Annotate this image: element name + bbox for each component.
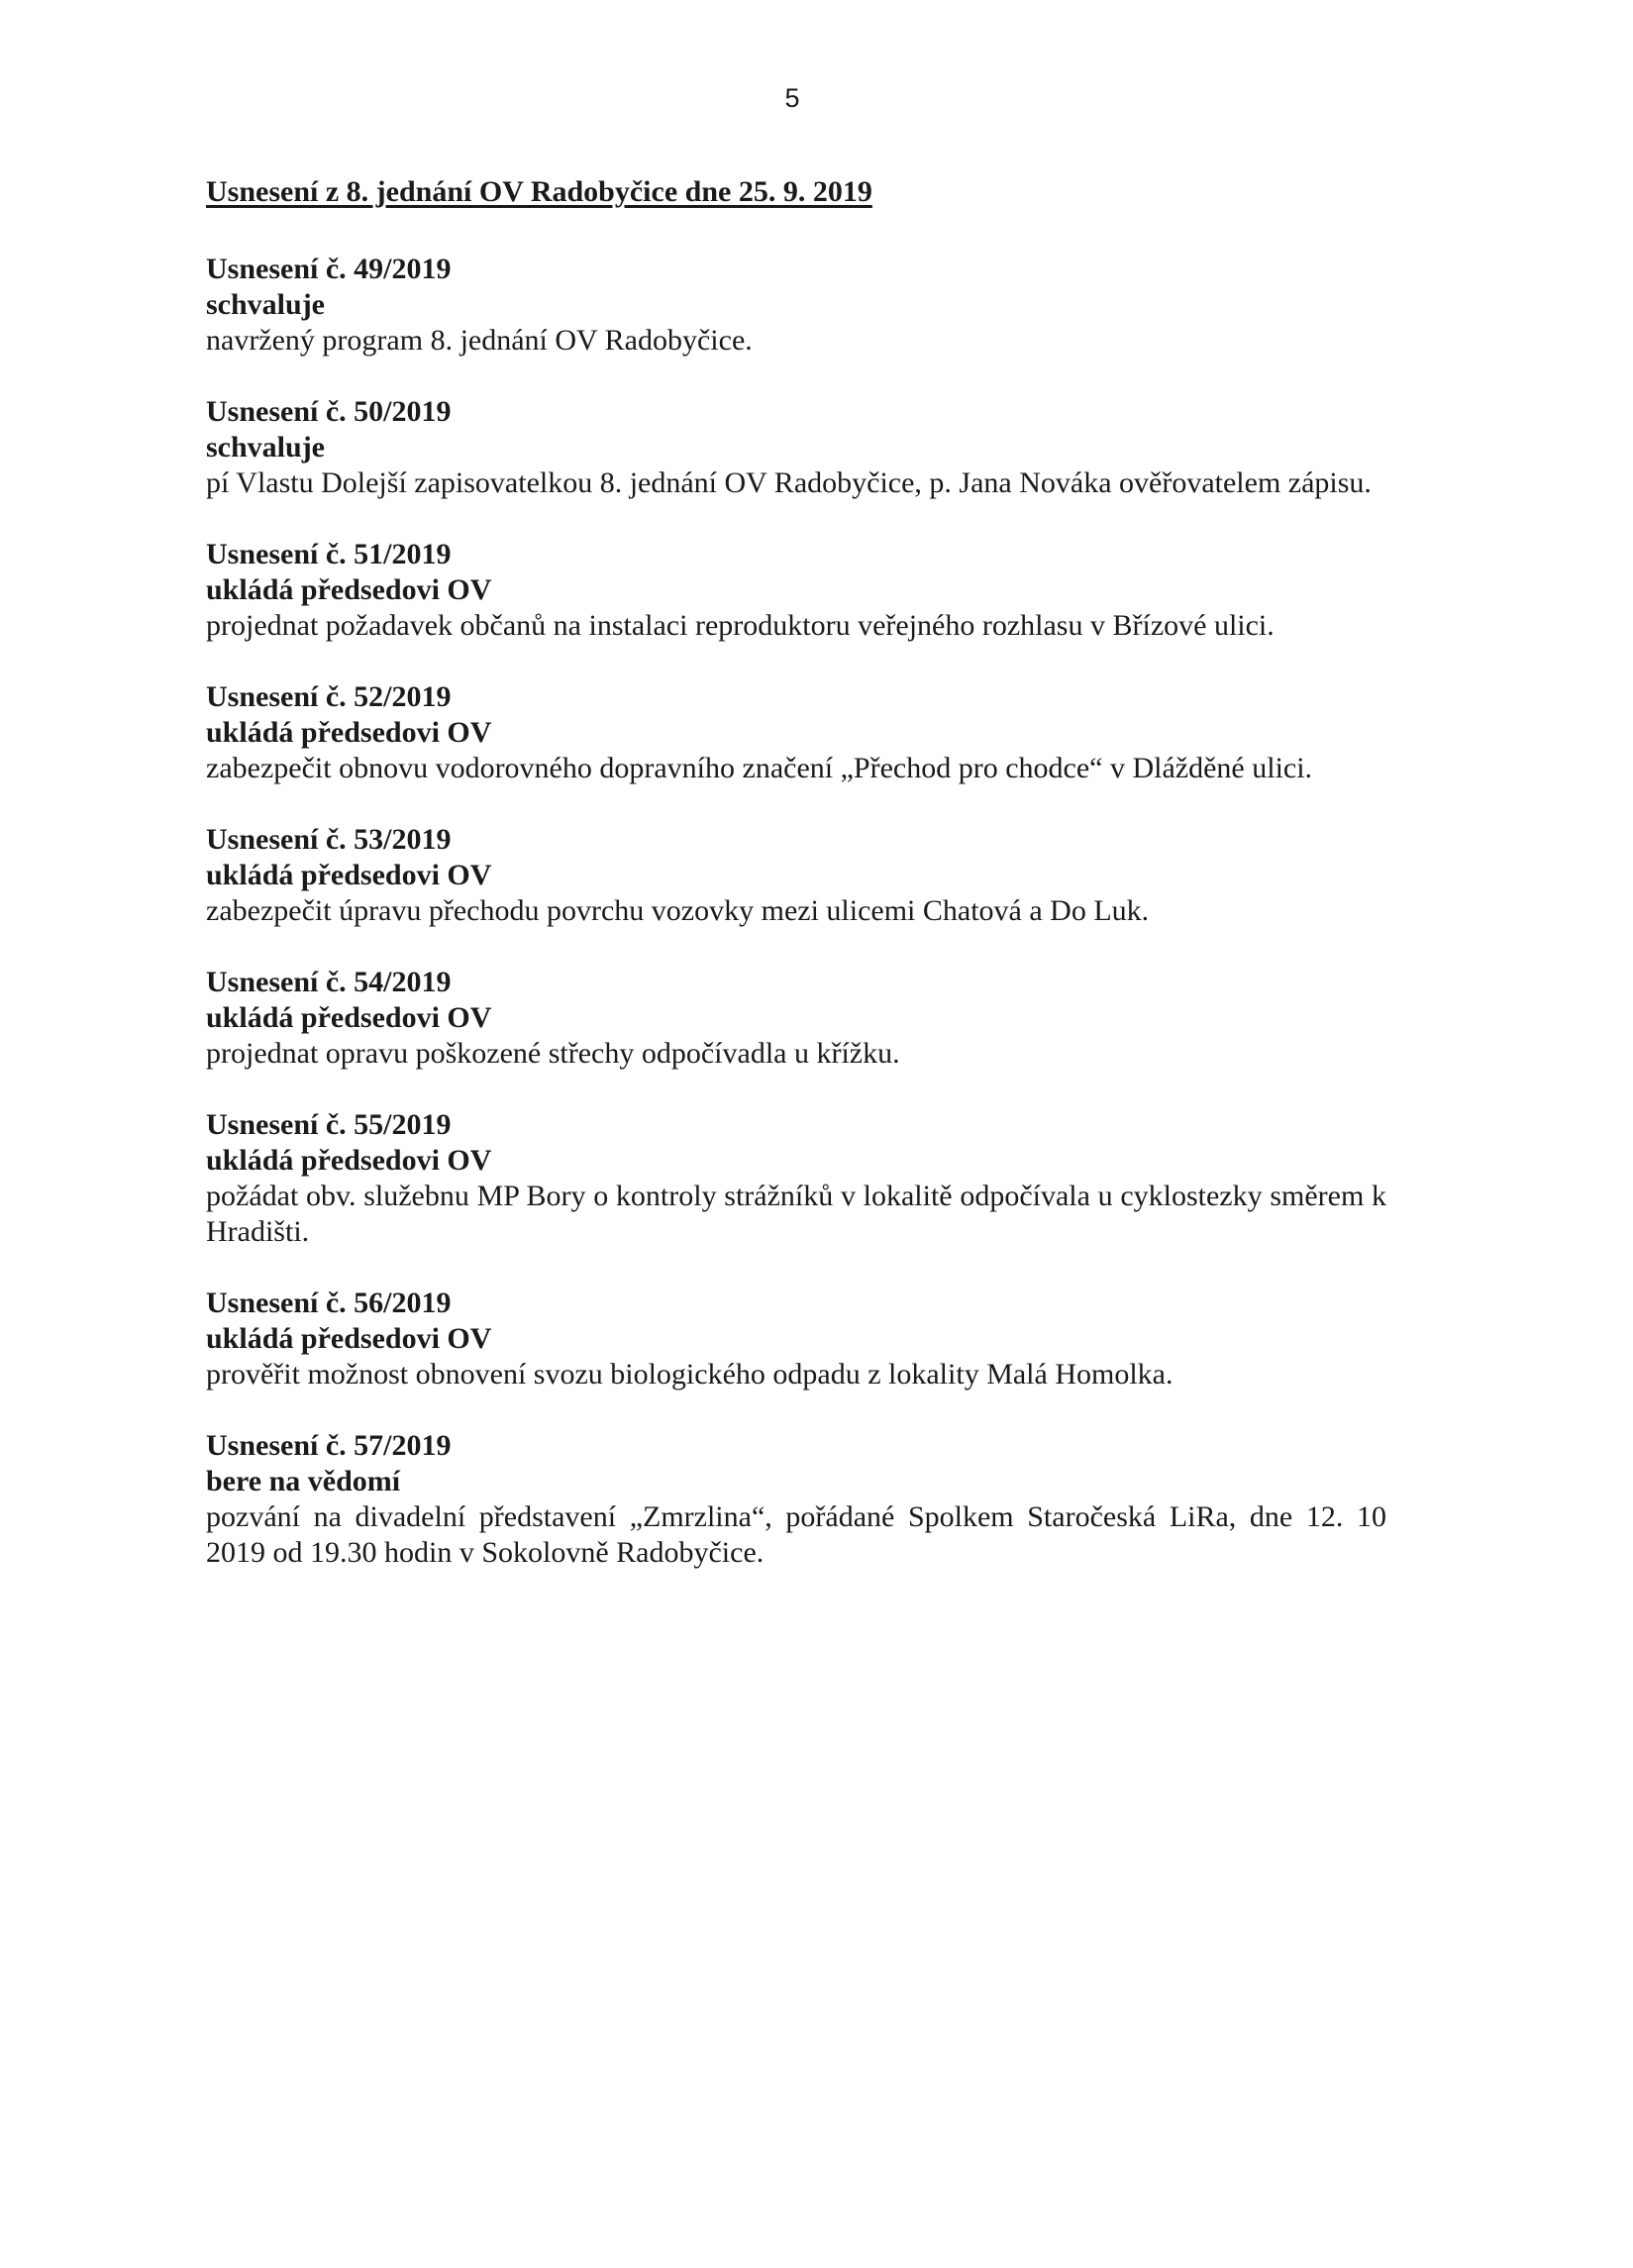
resolution-55 (206, 1107, 1386, 1250)
resolution-number: Usnesení č. 53/2019 (206, 823, 452, 856)
document-body (206, 174, 1386, 1606)
resolution-action: ukládá předsedovi OV (206, 716, 492, 749)
page-number: 5 (784, 83, 800, 113)
resolution-number: Usnesení č. 55/2019 (206, 1108, 452, 1141)
resolution-54 (206, 965, 1386, 1072)
resolution-number: Usnesení č. 56/2019 (206, 1287, 452, 1319)
resolution-51 (206, 537, 1386, 644)
resolution-number: Usnesení č. 51/2019 (206, 538, 452, 570)
resolution-text: pozvání na divadelní představení „Zmrzlina“, pořádané Spolkem Staročeská LiRa, dne 12. 10 2019 od 19.30 hodin v Sokolovně Radobyčice. (206, 1500, 1386, 1569)
resolution-action: ukládá předsedovi OV (206, 1001, 492, 1034)
resolution-action: bere na vědomí (206, 1465, 401, 1497)
resolution-number: Usnesení č. 50/2019 (206, 395, 452, 428)
resolution-action: schvaluje (206, 288, 325, 321)
resolution-text: zabezpečit úpravu přechodu povrchu vozovky mezi ulicemi Chatová a Do Luk. (206, 894, 1150, 927)
resolution-text: pí Vlastu Dolejší zapisovatelkou 8. jednání OV Radobyčice, p. Jana Nováka ověřovatelem zápisu. (206, 466, 1372, 499)
resolution-number: Usnesení č. 54/2019 (206, 966, 452, 998)
resolution-action: ukládá předsedovi OV (206, 1144, 492, 1177)
resolution-action: ukládá předsedovi OV (206, 859, 492, 891)
resolution-action: schvaluje (206, 431, 325, 464)
resolution-action: ukládá předsedovi OV (206, 1322, 492, 1355)
resolution-number: Usnesení č. 57/2019 (206, 1429, 452, 1462)
resolution-49 (206, 252, 1386, 359)
resolution-text: projednat opravu poškozené střechy odpočívadla u křížku. (206, 1037, 900, 1070)
resolution-text: zabezpečit obnovu vodorovného dopravního značení „Přechod pro chodce“ v Dlážděné ulici. (206, 752, 1313, 784)
resolution-50 (206, 394, 1386, 501)
resolution-53 (206, 822, 1386, 929)
resolution-52 (206, 679, 1386, 786)
resolution-number: Usnesení č. 52/2019 (206, 680, 452, 713)
resolution-57 (206, 1428, 1386, 1571)
resolution-text: navržený program 8. jednání OV Radobyčice. (206, 324, 753, 357)
document-title: Usnesení z 8. jednání OV Radobyčice dne 25. 9. 2019 (206, 175, 872, 208)
resolution-text: projednat požadavek občanů na instalaci reproduktoru veřejného rozhlasu v Břízové ulici. (206, 609, 1275, 642)
resolution-text: prověřit možnost obnovení svozu biologického odpadu z lokality Malá Homolka. (206, 1358, 1174, 1391)
resolution-number: Usnesení č. 49/2019 (206, 253, 452, 285)
resolution-56 (206, 1286, 1386, 1392)
resolution-text: požádat obv. služebnu MP Bory o kontroly strážníků v lokalitě odpočívala u cyklostezky směrem k Hradišti. (206, 1180, 1386, 1248)
resolution-action: ukládá předsedovi OV (206, 573, 492, 606)
